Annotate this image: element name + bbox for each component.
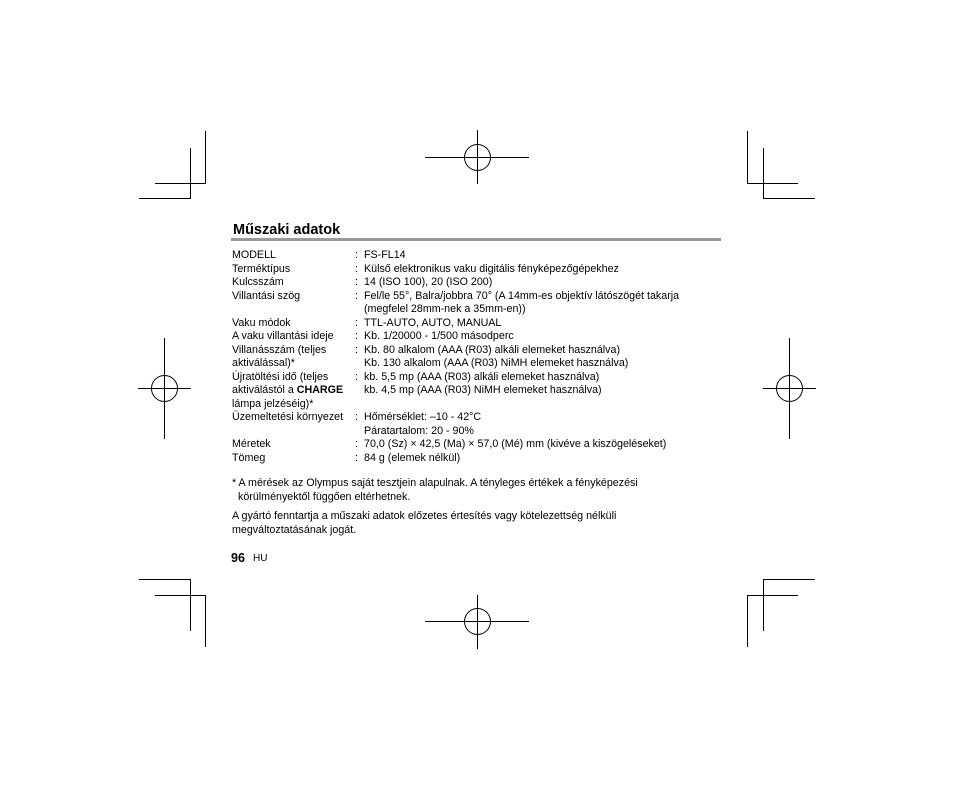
spec-separator: : xyxy=(355,411,358,423)
spec-row-flash-count xyxy=(232,344,732,371)
spec-row-operating-environment xyxy=(232,411,732,438)
spec-value: 70,0 (Sz) × 42,5 (Ma) × 57,0 (Mé) mm (kivéve a kiszögeléseket) xyxy=(364,438,667,450)
spec-separator: : xyxy=(355,262,358,275)
spec-separator: : xyxy=(355,330,358,342)
title-underline xyxy=(231,238,721,241)
spec-separator: : xyxy=(355,289,358,302)
spec-value: 14 (ISO 100), 20 (ISO 200) xyxy=(364,276,493,288)
spec-label: Villantási szög xyxy=(232,289,301,302)
spec-separator: : xyxy=(355,343,358,356)
spec-row-guide-number xyxy=(232,276,732,290)
page-language: HU xyxy=(253,553,268,564)
spec-row-flash-modes xyxy=(232,317,732,331)
spec-separator: : xyxy=(355,438,358,450)
page-number: 96 xyxy=(231,551,245,565)
spec-row-weight xyxy=(232,452,732,466)
spec-separator: : xyxy=(355,249,358,261)
spec-value: TTL-AUTO, AUTO, MANUAL xyxy=(364,316,502,329)
spec-value: 84 g (elemek nélkül) xyxy=(364,451,461,464)
spec-separator: : xyxy=(355,276,358,288)
spec-label: Méretek xyxy=(232,438,271,450)
spec-table xyxy=(232,249,732,465)
spec-label: Üzemeltetési környezet xyxy=(232,411,344,423)
spec-row-flash-duration xyxy=(232,330,732,344)
spec-row-recycle-time xyxy=(232,371,732,412)
spec-label: Tömeg xyxy=(232,451,266,464)
spec-value: Kb. 80 alkalom (AAA (R03) alkáli elemeket használva) Kb. 130 alkalom (AAA (R03) NiMH elemeket használva) xyxy=(364,343,629,369)
spec-label: Vaku módok xyxy=(232,316,291,329)
spec-label: MODELL xyxy=(232,249,276,261)
spec-row-dimensions xyxy=(232,438,732,452)
spec-value: Hőmérséklet: –10 - 42°C Páratartalom: 20 - 90% xyxy=(364,411,482,437)
spec-row-flash-angle xyxy=(232,290,732,317)
charge-keyword: CHARGE xyxy=(296,384,344,396)
spec-label: Villanásszám (teljes aktiválással)* xyxy=(232,343,327,369)
spec-label: Kulcsszám xyxy=(232,276,284,288)
spec-row-product-type xyxy=(232,263,732,277)
disclaimer: A gyártó fenntartja a műszaki adatok előzetes értesítés vagy kötelezettség nélküli megváltoztatásának jogát. xyxy=(232,510,617,536)
spec-label: A vaku villantási ideje xyxy=(232,330,334,342)
page-title: Műszaki adatok xyxy=(233,222,341,238)
spec-value: Külső elektronikus vaku digitális fényképezőgépekhez xyxy=(364,262,619,275)
spec-value: FS-FL14 xyxy=(364,249,406,261)
spec-label: Újratöltési idő (teljes aktiválástól a CHARGE lámpa jelzéséig)* xyxy=(232,370,344,410)
spec-value: Fel/le 55°, Balra/jobbra 70° (A 14mm-es objektív látószögét takarja (megfelel 28mm-nek a 35mm-en)) xyxy=(364,289,680,315)
spec-label: Terméktípus xyxy=(232,262,291,275)
spec-value: kb. 5,5 mp (AAA (R03) alkáli elemeket használva) kb. 4,5 mp (AAA (R03) NiMH elemeket használva) xyxy=(364,370,602,396)
spec-value: Kb. 1/20000 - 1/500 másodperc xyxy=(364,330,514,342)
spec-separator: : xyxy=(355,316,358,329)
spec-row-model xyxy=(232,249,732,263)
spec-separator: : xyxy=(355,451,358,464)
notes xyxy=(232,477,732,537)
spec-separator: : xyxy=(355,370,358,383)
footnote: * A mérések az Olympus saját tesztjein alapulnak. A tényleges értékek a fényképezési körülményektől függően eltérhetnek. xyxy=(232,477,638,503)
